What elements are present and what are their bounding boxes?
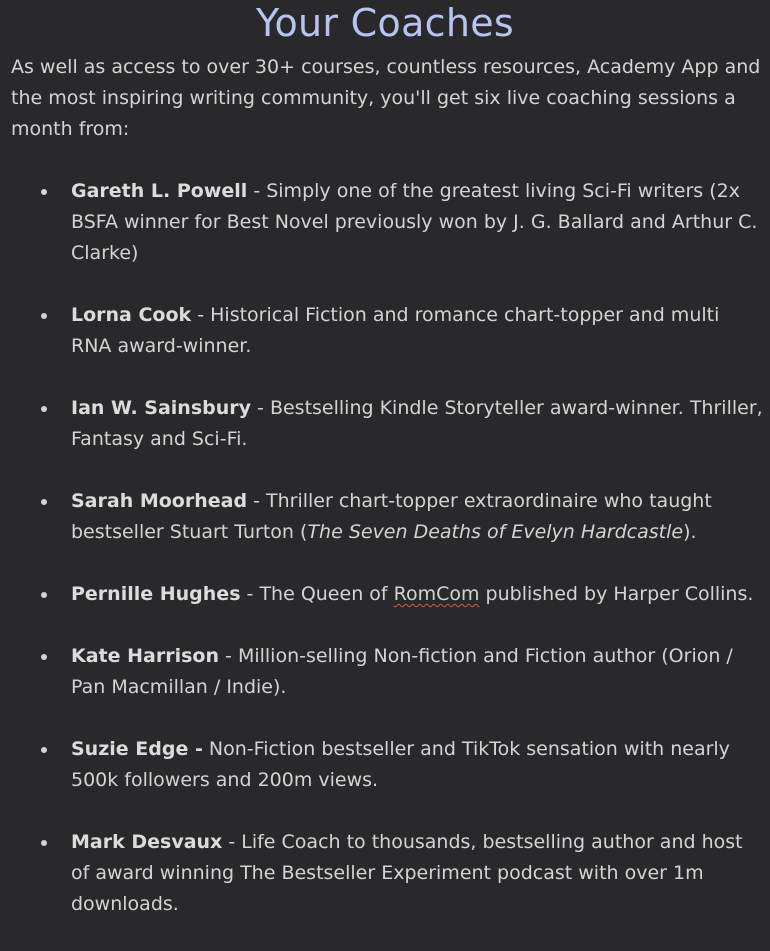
list-item-kate-harrison (0, 641, 770, 703)
bullet-icon (41, 840, 47, 846)
separator: - (219, 645, 238, 667)
bullet-icon (41, 406, 47, 412)
bullet-icon (41, 499, 47, 505)
intro-paragraph: As well as access to over 30+ courses, countless resources, Academy App and the most inspiring writing community, you'll get six live coaching sessions a month from: (11, 56, 761, 140)
book-title: The Seven Deaths of Evelyn Hardcastle (307, 521, 684, 543)
spellcheck-word[interactable]: RomCom (393, 583, 480, 605)
bullet-icon (41, 654, 47, 660)
list-item-suzie-edge (0, 734, 770, 796)
list-item-sarah-moorhead (0, 486, 770, 548)
list-item-gareth-powell (0, 176, 770, 269)
bullet-icon (41, 747, 47, 753)
list-item-pernille-hughes (0, 579, 770, 610)
page-title: Your Coaches (255, 1, 515, 45)
coach-description: Thriller chart-topper extraordinaire who taught bestseller Stuart Turton ( (71, 490, 712, 543)
separator: - (191, 304, 211, 326)
separator: - (240, 583, 260, 605)
separator: - (247, 490, 266, 512)
bullet-icon (41, 313, 47, 319)
coach-name: Ian W. Sainsbury (71, 397, 252, 419)
coach-name: Pernille Hughes (71, 583, 241, 605)
separator: - (222, 831, 242, 853)
list-item-lorna-cook (0, 300, 770, 362)
coach-description: Million-selling Non-fiction and Fiction author (Orion / Pan Macmillan / Indie). (71, 645, 733, 698)
coach-name: Sarah Moorhead (71, 490, 248, 512)
separator: - (247, 180, 267, 202)
coach-description: The Queen of (259, 583, 394, 605)
coach-description: Simply one of the greatest living Sci-Fi writers (2x BSFA winner for Best Novel previously won by J. G. Ballard and Arthur C. Clarke) (71, 180, 758, 264)
coach-description-end: ). (683, 521, 697, 543)
coach-name: Lorna Cook (71, 304, 192, 326)
bullet-icon (41, 592, 47, 598)
list-item-mark-desvaux (0, 827, 770, 920)
coach-description: Non-Fiction bestseller and TikTok sensation with nearly 500k followers and 200m views. (71, 738, 730, 791)
coach-description-end: published by Harper Collins. (479, 583, 754, 605)
coach-list (0, 176, 770, 951)
separator: - (251, 397, 270, 419)
coach-name: Suzie Edge - (71, 738, 203, 760)
coach-name: Mark Desvaux (71, 831, 223, 853)
coach-name: Kate Harrison (71, 645, 219, 667)
coach-name: Gareth L. Powell (71, 180, 248, 202)
coach-description: Historical Fiction and romance chart-topper and multi RNA award-winner. (71, 304, 720, 357)
bullet-icon (41, 189, 47, 195)
coach-description: Life Coach to thousands, bestselling author and host of award winning The Bestseller Experiment podcast with over 1m downloads. (71, 831, 743, 915)
list-item-ian-sainsbury (0, 393, 770, 455)
coach-description: Bestselling Kindle Storyteller award-winner. Thriller, Fantasy and Sci-Fi. (71, 397, 763, 450)
